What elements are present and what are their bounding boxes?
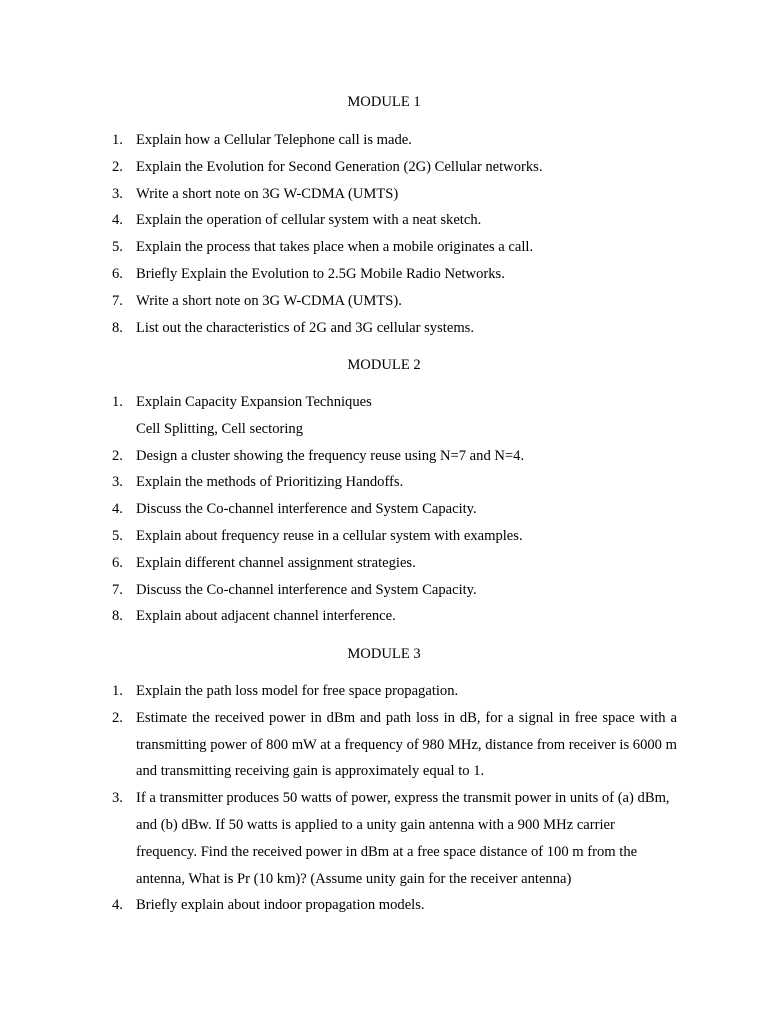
list-item [0, 678, 768, 705]
item-text: Explain Capacity Expansion Techniques [136, 394, 372, 410]
item-text: Explain different channel assignment strategies. [136, 554, 416, 571]
item-number: 8. [112, 608, 123, 625]
list-item [0, 550, 768, 577]
module-heading: MODULE 1 [347, 94, 421, 110]
item-text: Discuss the Co-channel interference and System Capacity. [136, 581, 477, 598]
item-text: Design a cluster showing the frequency reuse using N=7 and N=4. [136, 447, 525, 464]
list-item [0, 496, 768, 523]
item-text: Explain the path loss model for free space propagation. [136, 683, 459, 699]
list-item [0, 443, 768, 470]
list-item [0, 315, 768, 342]
list-item [0, 705, 768, 785]
module-1-section [0, 89, 768, 341]
item-number: 4. [112, 212, 123, 229]
item-number: 1. [112, 132, 123, 148]
item-text: Explain about adjacent channel interference. [136, 608, 396, 625]
item-number: 4. [112, 897, 123, 914]
item-text: List out the characteristics of 2G and 3G cellular systems. [136, 319, 474, 336]
module-heading: MODULE 3 [347, 646, 421, 662]
list-item [0, 234, 768, 261]
item-number: 6. [112, 265, 123, 282]
item-text: Write a short note on 3G W-CDMA (UMTS) [136, 185, 399, 202]
list-item [0, 154, 768, 181]
item-text: Explain the process that takes place when a mobile originates a call. [136, 239, 534, 256]
list-item [0, 389, 768, 443]
item-number: 6. [112, 554, 123, 571]
list-item [0, 207, 768, 234]
module-2-section [0, 352, 768, 630]
item-text: Explain the operation of cellular system with a neat sketch. [136, 212, 482, 229]
item-text: Explain about frequency reuse in a cellular system with examples. [136, 527, 523, 544]
item-number: 5. [112, 239, 123, 256]
item-text: Explain the methods of Prioritizing Handoffs. [136, 474, 404, 491]
question-list [0, 678, 768, 919]
list-item [0, 469, 768, 496]
item-text: Discuss the Co-channel interference and System Capacity. [136, 501, 477, 518]
item-number: 2. [112, 709, 123, 726]
question-list [0, 389, 768, 630]
list-item [0, 892, 768, 919]
list-item [0, 261, 768, 288]
item-number: 2. [112, 158, 123, 175]
list-item [0, 577, 768, 604]
list-item [0, 181, 768, 208]
item-number: 7. [112, 292, 123, 309]
item-text: Explain how a Cellular Telephone call is made. [136, 132, 412, 148]
list-item [0, 127, 768, 154]
list-item [0, 523, 768, 550]
item-number: 7. [112, 581, 123, 598]
item-text: Estimate the received power in dBm and path loss in dB, for a signal in free space with a transmitting power of 800 mW at a frequency of 980 MHz, distance from receiver is 6000 m and transmitting receiving gain is approximately equal to 1. [136, 709, 677, 780]
item-number: 1. [112, 683, 123, 699]
item-number: 3. [112, 474, 123, 491]
item-number: 1. [112, 394, 123, 410]
item-subtext: Cell Splitting, Cell sectoring [136, 420, 304, 437]
question-list [0, 127, 768, 341]
item-number: 5. [112, 527, 123, 544]
module-3-section [0, 641, 768, 919]
item-text: Briefly Explain the Evolution to 2.5G Mobile Radio Networks. [136, 265, 505, 282]
item-number: 2. [112, 447, 123, 464]
item-number: 8. [112, 319, 123, 336]
list-item [0, 288, 768, 315]
list-item [0, 785, 768, 892]
item-text: Briefly explain about indoor propagation models. [136, 897, 425, 914]
item-text: Write a short note on 3G W-CDMA (UMTS). [136, 292, 402, 309]
item-number: 3. [112, 185, 123, 202]
item-text: If a transmitter produces 50 watts of power, express the transmit power in units of (a) dBm, and (b) dBw. If 50 watts is applied to a unity gain antenna with a 900 MHz carrier frequency. Find the received power in dBm at a free space distance of 100 m from the antenna, What is Pr (10 km)? (Assume unity gain for the receiver antenna) [136, 790, 670, 887]
list-item [0, 603, 768, 630]
item-number: 3. [112, 790, 123, 807]
item-text: Explain the Evolution for Second Generation (2G) Cellular networks. [136, 158, 543, 175]
item-number: 4. [112, 501, 123, 518]
module-heading: MODULE 2 [347, 357, 421, 373]
